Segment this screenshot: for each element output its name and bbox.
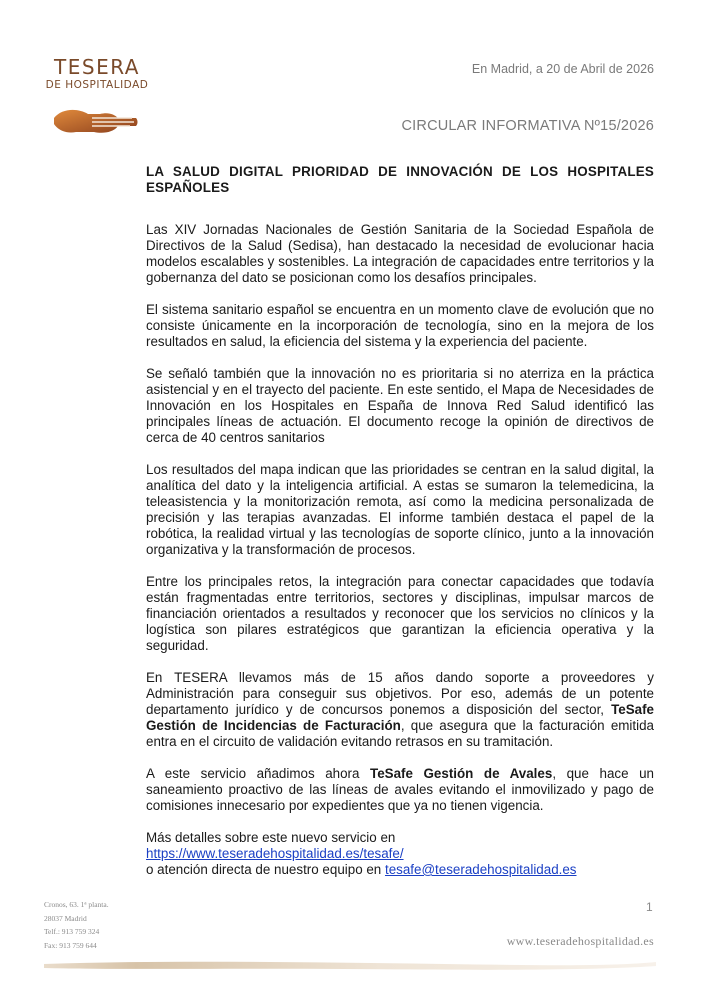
document-title: LA SALUD DIGITAL PRIORIDAD DE INNOVACIÓN DE LOS HOSPITALES ESPAÑOLES xyxy=(146,164,654,195)
paragraph: El sistema sanitario español se encuentra en un momento clave de evolución que no consiste únicamente en la incorporación de tecnología, sino en la mejora de los resultados en salud, la eficiencia del sistema y la experiencia del paciente. xyxy=(146,302,654,349)
paragraph: Los resultados del mapa indican que las prioridades se centran en la salud digital, la analítica del dato y la inteligencia artificial. A estas se sumaron la telemedicina, la teleasistencia y la monitorización remota, así como la medicina personalizada de precisión y las terapias avanzadas. El informe también destaca el papel de la robótica, la realidad virtual y las tecnologías de soporte clínico, junto a la innovación organizativa y la transformación de procesos. xyxy=(146,462,654,557)
paragraph xyxy=(146,830,654,878)
paragraph-text: , que asegura que la facturación emitida entra en el circuito de validación evitando retrasos en su tramitación. xyxy=(146,718,654,749)
handshake-logo-icon xyxy=(52,104,140,138)
logo-subtitle: DE HOSPITALIDAD xyxy=(45,79,149,91)
document-date: En Madrid, a 20 de Abril de 2026 xyxy=(471,62,654,76)
paragraph-text: En TESERA llevamos más de 15 años dando soporte a proveedores y Administración para conseguir sus objetivos. Por eso, además de un potente departamento jurídico y de concursos ponemos a disposición del sector, xyxy=(146,670,654,717)
paragraph-text: o atención directa de nuestro equipo en xyxy=(146,862,385,877)
paragraph: Las XIV Jornadas Nacionales de Gestión Sanitaria de la Sociedad Española de Directivos de la Salud (Sedisa), han destacado la necesidad de evolucionar hacia modelos escalables y sostenibles. La integración de capacidades entre territorios y la gobernanza del dato se posicionan como los desafíos principales. xyxy=(146,222,654,285)
paragraph xyxy=(146,766,654,814)
page-number: 1 xyxy=(646,900,653,914)
paragraph-text: , que hace un saneamiento proactivo de las líneas de avales evitando el inmovilizado y pago de comisiones innecesario por expedientes que ya no tienen vigencia. xyxy=(146,766,654,813)
phone-line: Telf.: 913 759 324 xyxy=(44,927,100,936)
fax-line: Fax: 913 759 644 xyxy=(44,940,97,950)
tesafe-email-link[interactable]: tesafe@teseradehospitalidad.es xyxy=(384,862,577,877)
paragraph-text: A este servicio añadimos ahora xyxy=(146,766,371,781)
circular-number: CIRCULAR INFORMATIVA Nº15/2026 xyxy=(401,118,654,134)
footer-address xyxy=(44,898,109,952)
company-logo xyxy=(42,56,152,92)
service-name-incidencias: TeSafe Gestión de Incidencias de Facturación xyxy=(146,702,654,733)
paragraph: Entre los principales retos, la integración para conectar capacidades que todavía están fragmentadas entre territorios, sectores y disciplinas, impulsar marcos de financiación orientados a resultados y reconocer que los servicios no clínicos y la logística son pilares estratégicos que garantizan la eficiencia operativa y la seguridad. xyxy=(146,574,654,653)
logo-wordmark: TESERA xyxy=(54,55,140,79)
service-name-avales: TeSafe Gestión de Avales xyxy=(370,766,553,781)
address-line: Cronos, 63. 1ª planta. xyxy=(44,900,109,909)
tesafe-web-link[interactable]: https://www.teseradehospitalidad.es/tesafe/ xyxy=(146,846,404,861)
footer-website: www.teseradehospitalidad.es xyxy=(506,934,654,948)
paragraph-text: Más detalles sobre este nuevo servicio en xyxy=(146,830,396,845)
paragraph: Se señaló también que la innovación no es prioritaria si no aterriza en la práctica asistencial y en el trayecto del paciente. En este sentido, el Mapa de Necesidades de Innovación en los Hospitales en España de Innova Red Salud identificó las principales líneas de actuación. El documento recoge la opinión de directivos de cerca de 40 centros sanitarios xyxy=(146,366,654,445)
address-line: 28037 Madrid xyxy=(44,913,87,923)
footer-brush-divider xyxy=(44,958,656,972)
document-body xyxy=(146,222,654,894)
paragraph xyxy=(146,670,654,750)
